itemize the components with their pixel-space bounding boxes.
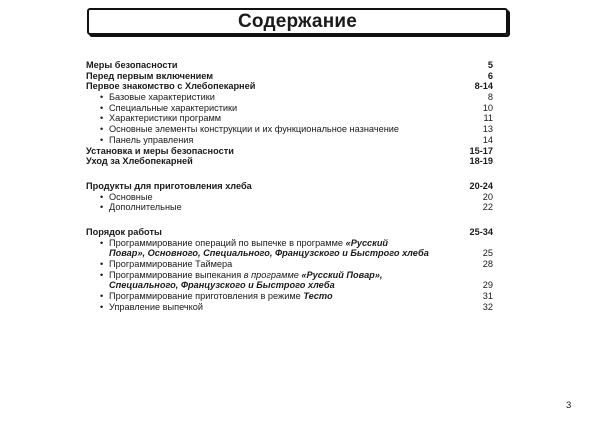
toc-entry-label-emphasis: «Русский Повар», bbox=[301, 269, 383, 280]
toc-entry-page: 10 bbox=[482, 102, 493, 113]
toc-entry-page: 29 bbox=[482, 280, 493, 291]
toc-entry-page: 22 bbox=[482, 202, 493, 213]
page-number: 3 bbox=[566, 400, 572, 411]
toc-entry-introduction[interactable] bbox=[86, 81, 493, 92]
toc-entry-page: 25-34 bbox=[469, 226, 493, 237]
toc-entry-label-emphasis: «Русский bbox=[345, 237, 389, 248]
toc-entry-page: 6 bbox=[487, 70, 493, 81]
toc-entry-label: Продукты для приготовления хлеба bbox=[86, 180, 252, 191]
toc-subentry-program-baking-cont[interactable] bbox=[86, 248, 493, 259]
toc-entry-page: 20-24 bbox=[469, 180, 493, 191]
toc-subentry-basic-specs[interactable] bbox=[86, 92, 493, 103]
toc-subentry-timer[interactable] bbox=[86, 259, 493, 270]
toc-entry-label: Программирование приготовления в режиме bbox=[109, 291, 304, 302]
toc-entry-page: 8 bbox=[487, 92, 493, 103]
toc-entry-page: 20 bbox=[482, 191, 493, 202]
section-gap bbox=[86, 167, 493, 181]
toc-subentry-program-bake-only[interactable] bbox=[86, 270, 493, 281]
toc-entry-label: Характеристики программ bbox=[109, 113, 222, 124]
toc-entry-label-emphasis: Повар», Основного, Специального, Французского и Быстрого хлеба bbox=[109, 248, 429, 259]
toc-entry-label: Панель управления bbox=[109, 134, 194, 145]
toc-entry-label: Программирование операций по выпечке в программе bbox=[109, 237, 346, 248]
toc-entry-label: Управление выпечкой bbox=[109, 301, 204, 312]
toc-subentry-special-specs[interactable] bbox=[86, 103, 493, 114]
bullet-icon: • bbox=[100, 259, 104, 269]
toc-entry-label: Основные элементы конструкции и их функциональное назначение bbox=[109, 124, 400, 135]
title-box bbox=[87, 8, 508, 35]
bullet-icon: • bbox=[100, 301, 104, 312]
page-title: Содержание bbox=[237, 10, 358, 32]
toc-entry-label: Программирование Таймера bbox=[109, 259, 233, 269]
toc-entry-label: Основные bbox=[109, 191, 153, 202]
toc-entry-first-use[interactable] bbox=[86, 71, 493, 82]
toc-subentry-program-baking[interactable] bbox=[86, 238, 493, 249]
toc-entry-label: Первое знакомство с Хлебопекарней bbox=[86, 81, 256, 92]
toc-entry-label-italic: в программе bbox=[243, 269, 302, 280]
bullet-icon: • bbox=[100, 124, 104, 135]
bullet-icon: • bbox=[100, 291, 104, 302]
bullet-icon: • bbox=[100, 134, 104, 145]
toc-entry-page: 15-17 bbox=[469, 145, 493, 156]
toc-entry-safety[interactable] bbox=[86, 60, 493, 71]
toc-entry-products[interactable] bbox=[86, 181, 493, 192]
toc-subentry-dough[interactable] bbox=[86, 291, 493, 302]
toc-entry-page: 32 bbox=[482, 301, 493, 312]
bullet-icon: • bbox=[100, 191, 104, 202]
bullet-icon: • bbox=[100, 269, 104, 280]
toc-entry-label: Перед первым включением bbox=[86, 70, 214, 81]
toc-entry-installation[interactable] bbox=[86, 146, 493, 157]
toc-entry-maintenance[interactable] bbox=[86, 156, 493, 167]
toc-subentry-main-products[interactable] bbox=[86, 192, 493, 203]
bullet-icon: • bbox=[100, 92, 104, 103]
toc-entry-page: 11 bbox=[483, 113, 493, 124]
toc-entry-page: 28 bbox=[482, 259, 493, 269]
toc-entry-page: 31 bbox=[482, 291, 493, 302]
toc-entry-label: Базовые характеристики bbox=[109, 92, 215, 103]
toc-entry-page: 14 bbox=[482, 134, 493, 145]
toc-entry-label: Порядок работы bbox=[86, 226, 162, 237]
toc-entry-page: 13 bbox=[482, 124, 493, 135]
bullet-icon: • bbox=[100, 202, 104, 213]
toc-entry-page: 8-14 bbox=[474, 81, 493, 92]
toc-entry-label: Уход за Хлебопекарней bbox=[86, 156, 193, 167]
toc-entry-page: 18-19 bbox=[469, 156, 493, 167]
toc-entry-page: 25 bbox=[482, 248, 493, 259]
bullet-icon: • bbox=[100, 102, 104, 113]
toc-subentry-construction[interactable] bbox=[86, 124, 493, 135]
toc-entry-label-emphasis: Тесто bbox=[303, 291, 333, 302]
toc-subentry-extra-products[interactable] bbox=[86, 202, 493, 213]
table-of-contents bbox=[86, 60, 493, 312]
toc-entry-label: Установка и меры безопасности bbox=[86, 145, 234, 156]
toc-entry-label: Дополнительные bbox=[109, 202, 182, 213]
toc-subentry-program-bake-only-cont[interactable] bbox=[86, 280, 493, 291]
toc-entry-page: 5 bbox=[487, 60, 493, 70]
toc-entry-label-emphasis: Специального, Французского и Быстрого хлеба bbox=[109, 280, 335, 291]
bullet-icon: • bbox=[100, 113, 104, 124]
toc-subentry-baking-control[interactable] bbox=[86, 302, 493, 313]
bullet-icon: • bbox=[100, 237, 104, 248]
toc-entry-label: Программирование выпекания bbox=[109, 269, 244, 280]
section-gap bbox=[86, 213, 493, 227]
toc-entry-operation[interactable] bbox=[86, 227, 493, 238]
toc-entry-label: Специальные характеристики bbox=[109, 102, 238, 113]
toc-subentry-control-panel[interactable] bbox=[86, 135, 493, 146]
toc-subentry-program-specs[interactable] bbox=[86, 113, 493, 124]
toc-entry-label: Меры безопасности bbox=[86, 60, 178, 70]
